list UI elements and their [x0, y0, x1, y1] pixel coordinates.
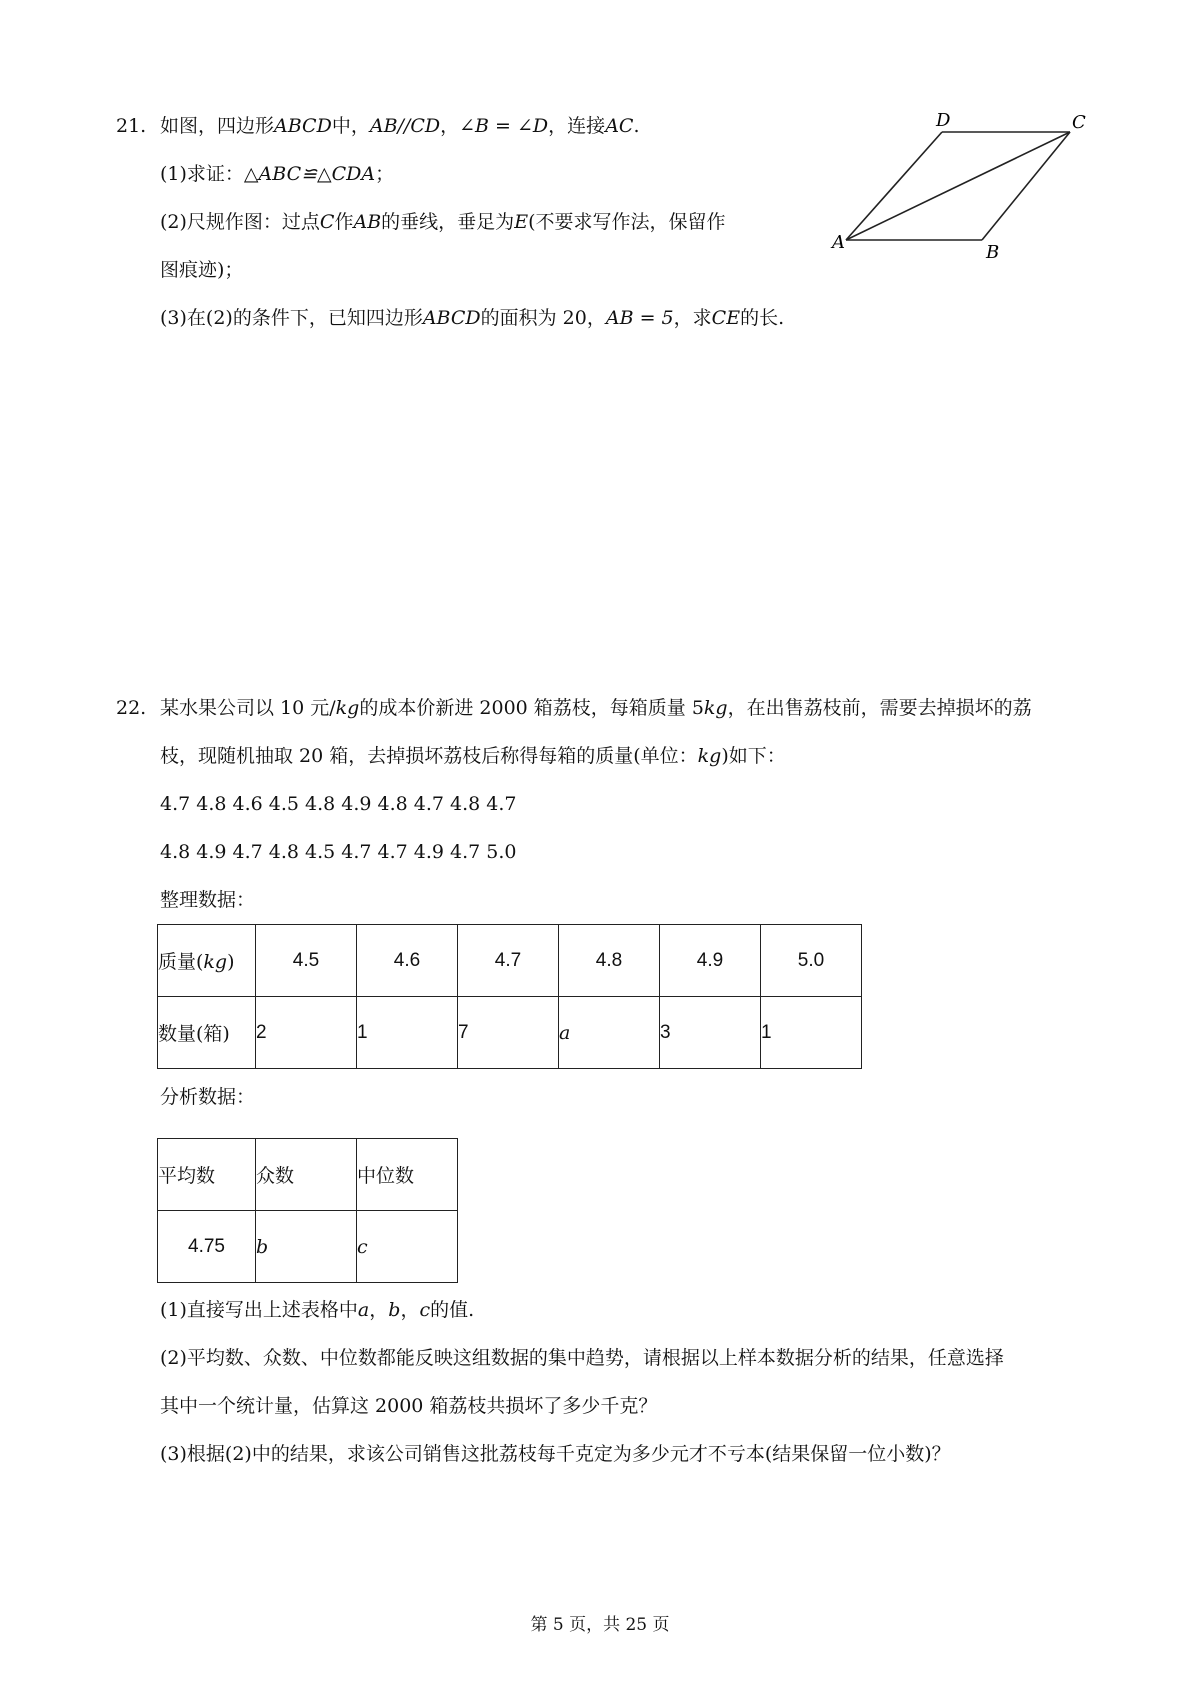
q21-stem-math: AC	[605, 115, 634, 137]
table-row	[158, 997, 862, 1069]
q21-stem-math: ABCD	[274, 115, 332, 137]
q21-stem-text: 中，	[331, 115, 370, 137]
q22-part2-line1: (2)平均数、众数、中位数都能反映这组数据的集中趋势，请根据以上样本数据分析的结果，任意选择	[160, 1347, 1004, 1369]
vertex-label-c: C	[1072, 112, 1086, 133]
q22-stem-text: 的成本价新进 2000 箱荔枝，每箱质量 5	[359, 697, 704, 719]
q22-number: 22.	[116, 697, 147, 719]
table-header-median: 中位数	[357, 1139, 458, 1211]
cell-text: )	[227, 951, 235, 973]
q22-stem-math: kg	[703, 697, 728, 719]
table-cell-mass: 5.0	[761, 925, 862, 997]
side-cb	[982, 132, 1070, 240]
table-cell-median: c	[357, 1211, 458, 1283]
table-row	[158, 1139, 458, 1211]
q21-part2-math: C	[319, 211, 335, 233]
table-cell-mass: 4.7	[458, 925, 559, 997]
cell-text: 质量(	[158, 951, 204, 973]
parallelogram-figure	[830, 112, 1100, 262]
table-cell-mass: 4.8	[559, 925, 660, 997]
q21-part3-math: ABCD	[422, 307, 481, 329]
q22-part2-line2: 其中一个统计量，估算这 2000 箱荔枝共损坏了多少千克？	[160, 1395, 658, 1417]
q21-stem-text: ，连接	[548, 115, 606, 137]
table-cell-count: 1	[357, 997, 458, 1069]
statistics-table	[157, 1138, 458, 1283]
table-cell-count: 1	[761, 997, 862, 1069]
vertex-label-b: B	[986, 242, 1000, 262]
q22-part1-text: 的值.	[430, 1299, 475, 1321]
page-footer: 第 5 页，共 25 页	[530, 1615, 670, 1635]
q22-part1-text: ，	[400, 1299, 420, 1321]
q21-part2-line2: 图痕迹)；	[160, 259, 244, 281]
side-ad	[846, 132, 942, 240]
table-cell-count: 3	[660, 997, 761, 1069]
q22-stem-text: ，在出售荔枝前，需要去掉损坏的荔	[727, 697, 1032, 719]
q21-stem	[160, 112, 640, 140]
q21-part2-line1	[160, 208, 725, 236]
q21-part2-text: (2)尺规作图：过点	[160, 211, 320, 233]
q21-number: 21.	[116, 115, 147, 137]
q21-part2-text: 作	[334, 211, 354, 233]
q21-part2-math: AB	[353, 211, 382, 233]
q22-stem-math: kg	[335, 697, 360, 719]
q22-stem-math: kg	[697, 745, 722, 767]
table-cell-mass: 4.5	[256, 925, 357, 997]
q22-part1-math: c	[419, 1299, 431, 1321]
vertex-label-a: A	[832, 232, 845, 253]
cell-math: kg	[203, 951, 228, 973]
table-header-mean: 平均数	[158, 1139, 256, 1211]
q22-part1-text: (1)直接写出上述表格中	[160, 1299, 358, 1321]
q22-stem-text: 某水果公司以 10 元/	[160, 697, 336, 719]
q22-part1-math: a	[357, 1299, 370, 1321]
q21-part2-math: E	[514, 211, 529, 233]
q22-part3: (3)根据(2)中的结果，求该公司销售这批荔枝每千克定为多少元才不亏本(结果保留一位小数)？	[160, 1443, 951, 1465]
q21-stem-math: AB//CD	[369, 115, 441, 137]
vertex-label-d: D	[936, 112, 951, 131]
q21-part2-text: (不要求写作法，保留作	[528, 211, 726, 233]
q21-part3-text: 的长.	[740, 307, 785, 329]
q21-part3-text: ，求	[673, 307, 712, 329]
q22-stem-text: 枝，现随机抽取 20 箱，去掉损坏荔枝后称得每箱的质量(单位：	[160, 745, 698, 767]
table-cell-mode: b	[256, 1211, 357, 1283]
q22-stem-line1	[160, 694, 1032, 722]
q21-part1	[160, 160, 394, 188]
table-cell-count: 7	[458, 997, 559, 1069]
q21-part3-math: CE	[711, 307, 741, 329]
diagonal-ac	[846, 132, 1070, 240]
q22-organize-label: 整理数据：	[160, 889, 256, 911]
q22-part1	[160, 1296, 474, 1324]
q21-stem-math: ∠B = ∠D	[459, 115, 549, 137]
q21-part1-math: △ABC≌△CDA	[243, 163, 376, 185]
q21-part2-text: 的垂线，垂足为	[381, 211, 515, 233]
table-cell-count: a	[559, 997, 660, 1069]
table-cell-mass: 4.6	[357, 925, 458, 997]
q21-part3-text: (3)在(2)的条件下，已知四边形	[160, 307, 423, 329]
q21-part3	[160, 304, 784, 332]
table-header-count: 数量(箱)	[158, 997, 256, 1069]
q22-data-row2: 4.8 4.9 4.7 4.8 4.5 4.7 4.7 4.9 4.7 5.0	[160, 841, 517, 863]
q22-part1-text: ，	[369, 1299, 389, 1321]
table-row	[158, 925, 862, 997]
q22-analyze-label: 分析数据：	[160, 1086, 256, 1108]
q21-stem-text: .	[633, 115, 640, 137]
q22-stem-line2	[160, 742, 786, 770]
table-header-mass	[158, 925, 256, 997]
table-row	[158, 1211, 458, 1283]
q21-stem-text: 如图，四边形	[160, 115, 275, 137]
q22-part1-math: b	[388, 1299, 401, 1321]
q21-part1-text: (1)求证：	[160, 163, 244, 185]
q21-part1-text: ；	[375, 163, 395, 185]
q22-stem-text: )如下：	[721, 745, 786, 767]
table-cell-count: 2	[256, 997, 357, 1069]
q22-data-row1: 4.7 4.8 4.6 4.5 4.8 4.9 4.8 4.7 4.8 4.7	[160, 793, 517, 815]
q21-part3-math: AB = 5	[605, 307, 674, 329]
table-cell-mean: 4.75	[158, 1211, 256, 1283]
mass-count-table	[157, 924, 862, 1069]
q21-part3-text: 的面积为 20，	[480, 307, 606, 329]
table-cell-mass: 4.9	[660, 925, 761, 997]
q21-stem-text: ，	[440, 115, 460, 137]
table-header-mode: 众数	[256, 1139, 357, 1211]
